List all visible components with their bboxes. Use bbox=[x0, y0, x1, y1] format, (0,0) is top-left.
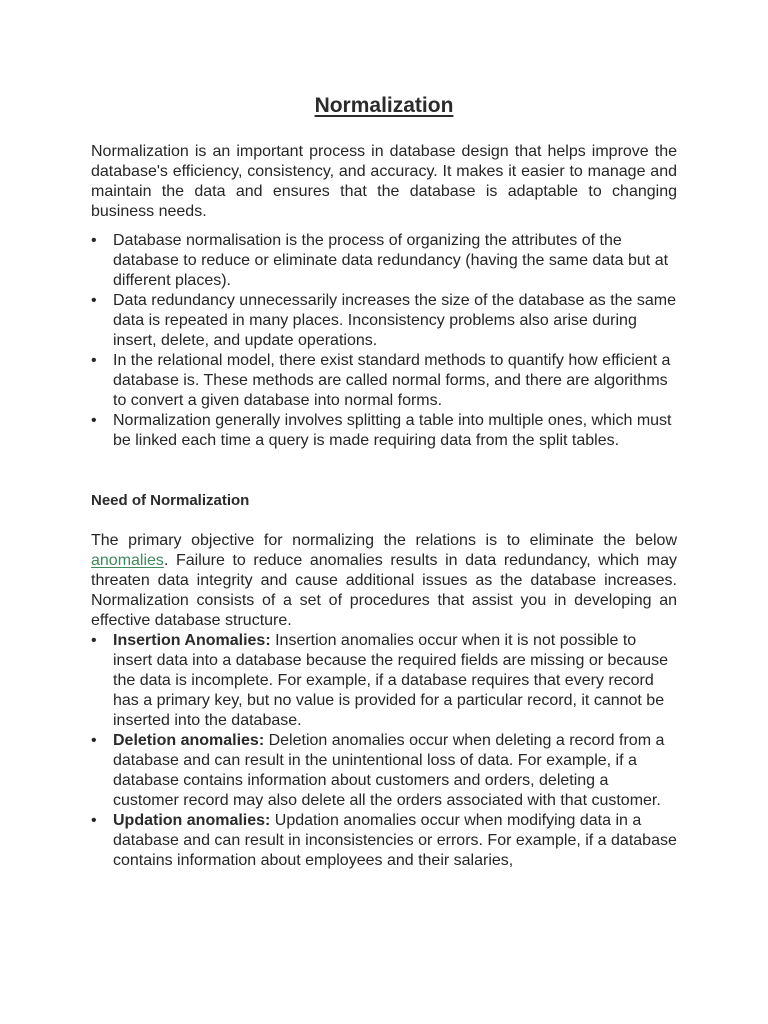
list-item bbox=[91, 811, 677, 871]
bullet-icon: • bbox=[91, 232, 97, 249]
list-item-text: In the relational model, there exist standard methods to quantify how efficient a database is. These methods are called normal forms, and there are algorithms to convert a given database into normal forms. bbox=[113, 352, 671, 409]
list-item-text: Data redundancy unnecessarily increases the size of the database as the same data is repeated in many places. Inconsistency problems also arise during insert, delete, and update operations. bbox=[113, 292, 676, 349]
list-item bbox=[91, 631, 677, 731]
heading-spacer bbox=[91, 511, 677, 531]
page-title: Normalization bbox=[314, 94, 454, 117]
list-item-text: Normalization generally involves splitting a table into multiple ones, which must be linked each time a query is made requiring data from the split tables. bbox=[113, 412, 672, 449]
need-text-start: The primary objective for normalizing the relations is to eliminate the below bbox=[91, 532, 677, 549]
anomaly-label: Deletion anomalies: bbox=[113, 732, 265, 749]
bullet-icon: • bbox=[91, 292, 97, 309]
need-paragraph bbox=[91, 531, 677, 631]
anomaly-label: Updation anomalies: bbox=[113, 812, 271, 829]
list-item bbox=[91, 231, 677, 291]
section-heading: Need of Normalization bbox=[91, 492, 250, 509]
intro-paragraph: Normalization is an important process in database design that helps improve the database's efficiency, consistency, and accuracy. It makes it easier to manage and maintain the data and ensures that the database is adaptable to changing business needs. bbox=[91, 143, 677, 220]
section-spacer bbox=[91, 451, 677, 491]
anomalies-link[interactable]: anomalies bbox=[91, 552, 164, 569]
bullet-icon: • bbox=[91, 412, 97, 429]
list-item bbox=[91, 351, 677, 411]
bullet-icon: • bbox=[91, 632, 97, 649]
list-item bbox=[91, 291, 677, 351]
intro-bullet-list bbox=[91, 231, 677, 451]
list-item bbox=[91, 411, 677, 451]
bullet-icon: • bbox=[91, 352, 97, 369]
anomaly-description: Deletion anomalies occur when deleting a record from a database and can result in the unintentional loss of data. For example, if a database contains information about customers and orders, deleting a customer record may also delete all the orders associated with that customer. bbox=[113, 732, 665, 809]
anomaly-description: Insertion anomalies occur when it is not possible to insert data into a database because the required fields are missing or because the data is incomplete. For example, if a database requires that every record has a primary key, but no value is provided for a particular record, it cannot be inserted into the database. bbox=[113, 632, 669, 729]
list-item bbox=[91, 731, 677, 811]
need-text-end: . Failure to reduce anomalies results in data redundancy, which may threaten data integrity and cause additional issues as the database increases. Normalization consists of a set of procedures that assist you in developing an effective database structure. bbox=[91, 552, 677, 629]
anomalies-list bbox=[91, 631, 677, 871]
list-item-text: Database normalisation is the process of organizing the attributes of the database to reduce or eliminate data redundancy (having the same data but at different places). bbox=[113, 232, 669, 289]
anomaly-description: Updation anomalies occur when modifying data in a database and can result in inconsistencies or errors. For example, if a database contains information about employees and their salaries, bbox=[113, 812, 677, 869]
bullet-icon: • bbox=[91, 812, 97, 829]
bullet-icon: • bbox=[91, 732, 97, 749]
anomaly-label: Insertion Anomalies: bbox=[113, 632, 271, 649]
